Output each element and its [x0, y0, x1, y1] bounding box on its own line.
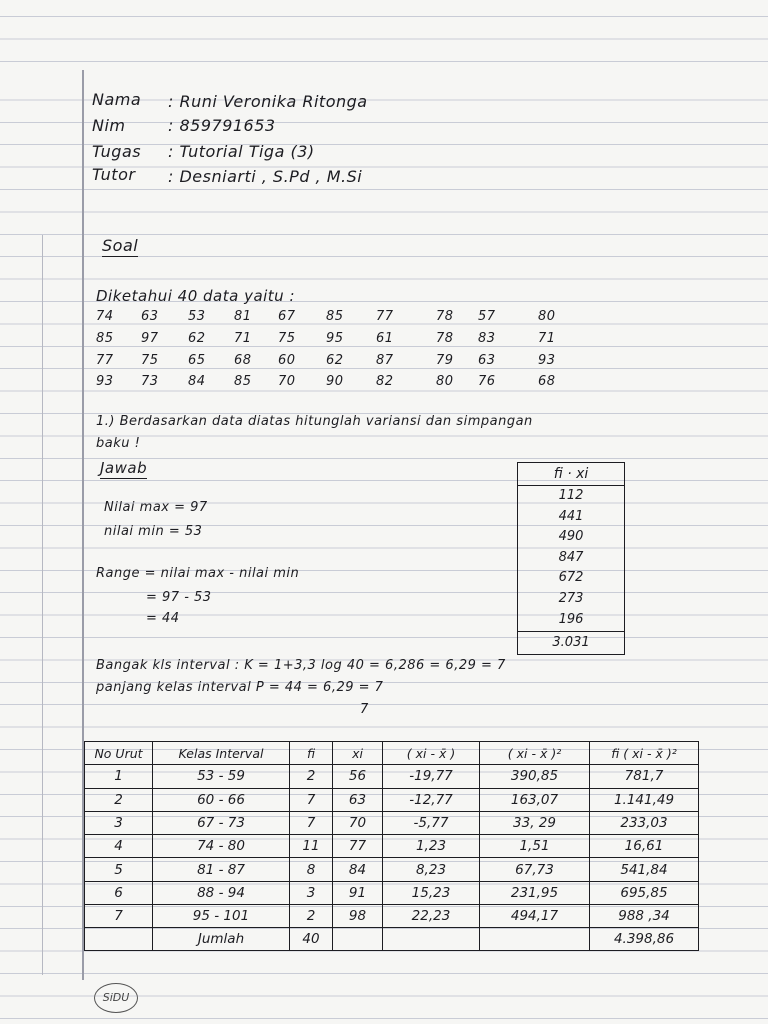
- header-kelas-interval: Kelas Interval: [153, 742, 290, 765]
- nilai-max: Nilai max = 97: [104, 500, 208, 515]
- data-value: 93: [538, 353, 556, 368]
- cell-fi: 11: [290, 835, 333, 858]
- data-value: 78: [436, 331, 454, 346]
- cell-weighted-squared-deviation: 541,84: [590, 858, 699, 881]
- cell-squared-deviation: 33, 29: [480, 811, 590, 834]
- table-sum-row: [85, 928, 699, 951]
- cell-weighted-squared-deviation: 695,85: [590, 881, 699, 904]
- cell-squared-deviation: 163,07: [480, 788, 590, 811]
- cell-no-urut: 5: [85, 858, 153, 881]
- data-value: 84: [188, 374, 206, 389]
- fixi-value: 112: [558, 488, 584, 503]
- cell-kelas-interval: 60 - 66: [153, 788, 290, 811]
- tutor-label: Tutor: [92, 165, 136, 184]
- nama-value: : Runi Veronika Ritonga: [168, 92, 368, 111]
- sum-empty: [333, 928, 383, 951]
- nim-label: Nim: [92, 116, 126, 135]
- data-value: 79: [436, 353, 454, 368]
- cell-deviation: 8,23: [383, 858, 480, 881]
- soal-intro: Diketahui 40 data yaitu :: [96, 287, 296, 305]
- cell-no-urut: 3: [85, 811, 153, 834]
- sum-empty: [383, 928, 480, 951]
- data-value: 67: [278, 309, 296, 324]
- cell-deviation: -5,77: [383, 811, 480, 834]
- fixi-value: 490: [558, 529, 584, 545]
- data-value: 61: [376, 331, 394, 346]
- data-value: 63: [141, 309, 159, 324]
- cell-weighted-squared-deviation: 233,03: [590, 811, 699, 834]
- cell-xi: 70: [333, 811, 383, 834]
- data-value: 77: [376, 309, 394, 324]
- cell-fi: 2: [290, 765, 333, 788]
- data-value: 62: [188, 331, 206, 346]
- header-squared-deviation: ( xi - x̄ )²: [480, 742, 590, 765]
- cell-squared-deviation: 390,85: [480, 765, 590, 788]
- data-value: 53: [188, 309, 206, 324]
- data-value: 73: [141, 374, 159, 389]
- data-value: 85: [326, 309, 344, 324]
- frequency-table: [84, 741, 699, 951]
- data-value: 78: [436, 309, 454, 324]
- cell-xi: 84: [333, 858, 383, 881]
- cell-weighted-squared-deviation: 988 ,34: [590, 905, 699, 928]
- cell-deviation: 22,23: [383, 905, 480, 928]
- cell-xi: 98: [333, 905, 383, 928]
- cell-fi: 7: [290, 811, 333, 834]
- data-value: 95: [326, 331, 344, 346]
- cell-no-urut: 6: [85, 881, 153, 904]
- fixi-total: 3.031: [518, 631, 624, 654]
- fixi-value: 672: [558, 570, 584, 586]
- data-value: 90: [326, 374, 344, 389]
- cell-xi: 56: [333, 765, 383, 788]
- cell-weighted-squared-deviation: 781,7: [590, 765, 699, 788]
- data-value: 60: [278, 353, 296, 368]
- cell-xi: 77: [333, 835, 383, 858]
- cell-squared-deviation: 1,51: [480, 835, 590, 858]
- sum-empty: [85, 928, 153, 951]
- data-value: 76: [478, 374, 496, 389]
- cell-deviation: -19,77: [383, 765, 480, 788]
- table-row: [85, 788, 699, 811]
- sum-fi: 40: [290, 928, 333, 951]
- data-value: 62: [326, 353, 344, 368]
- fixi-value: 196: [558, 611, 584, 627]
- cell-no-urut: 1: [85, 765, 153, 788]
- panjang-kelas: panjang kelas interval P = 44 = 6,29 = 7: [96, 680, 384, 695]
- data-value: 71: [234, 331, 252, 346]
- cell-deviation: 1,23: [383, 835, 480, 858]
- cell-kelas-interval: 74 - 80: [153, 835, 290, 858]
- cell-kelas-interval: 88 - 94: [153, 881, 290, 904]
- data-value: 97: [141, 331, 159, 346]
- table-row: [85, 858, 699, 881]
- sum-total: 4.398,86: [590, 928, 699, 951]
- cell-squared-deviation: 231,95: [480, 881, 590, 904]
- cell-weighted-squared-deviation: 16,61: [590, 835, 699, 858]
- table-row: [85, 905, 699, 928]
- header-deviation: ( xi - x̄ ): [383, 742, 480, 765]
- data-value: 68: [538, 374, 556, 389]
- cell-kelas-interval: 81 - 87: [153, 858, 290, 881]
- cell-xi: 63: [333, 788, 383, 811]
- cell-fi: 8: [290, 858, 333, 881]
- table-row: [85, 811, 699, 834]
- cell-fi: 7: [290, 788, 333, 811]
- data-value: 65: [188, 353, 206, 368]
- data-value: 81: [234, 309, 252, 324]
- cell-deviation: -12,77: [383, 788, 480, 811]
- nim-value: : 859791653: [168, 116, 276, 135]
- cell-weighted-squared-deviation: 1.141,49: [590, 788, 699, 811]
- tutor-value: : Desniarti , S.Pd , M.Si: [168, 167, 363, 186]
- cell-kelas-interval: 53 - 59: [153, 765, 290, 788]
- banyak-kelas: Bangak kls interval : K = 1+3,3 log 40 = 6,286 = 6,29 = 7: [96, 658, 506, 673]
- header-no-urut: No Urut: [85, 742, 153, 765]
- data-value: 70: [278, 374, 296, 389]
- data-value: 85: [96, 331, 114, 346]
- cell-squared-deviation: 67,73: [480, 858, 590, 881]
- header-fi: fi: [290, 742, 333, 765]
- tugas-label: Tugas: [92, 142, 142, 161]
- jawab-title: Jawab: [100, 459, 148, 477]
- header-weighted-squared-deviation: fi ( xi - x̄ )²: [590, 742, 699, 765]
- data-value: 80: [436, 374, 454, 389]
- data-value: 63: [478, 353, 496, 368]
- cell-fi: 3: [290, 881, 333, 904]
- nama-label: Nama: [92, 90, 142, 109]
- cell-no-urut: 2: [85, 788, 153, 811]
- fixi-value: 273: [558, 590, 584, 606]
- data-value: 75: [278, 331, 296, 346]
- table-row: [85, 765, 699, 788]
- range-formula: Range = nilai max - nilai min: [96, 566, 300, 581]
- table-header-row: [85, 742, 699, 765]
- data-value: 87: [376, 353, 394, 368]
- tugas-value: : Tutorial Tiga (3): [168, 142, 315, 161]
- data-value: 93: [96, 374, 114, 389]
- panjang-denominator: 7: [360, 702, 369, 717]
- fixi-value: 441: [558, 508, 584, 524]
- cell-kelas-interval: 67 - 73: [153, 811, 290, 834]
- data-value: 74: [96, 309, 114, 324]
- data-value: 77: [96, 353, 114, 368]
- fixi-header: fi · xi: [518, 463, 624, 486]
- header-xi: xi: [333, 742, 383, 765]
- data-value: 85: [234, 374, 252, 389]
- sum-empty: [480, 928, 590, 951]
- range-result: = 44: [146, 611, 180, 626]
- data-value: 82: [376, 374, 394, 389]
- range-step: = 97 - 53: [146, 590, 212, 605]
- cell-squared-deviation: 494,17: [480, 905, 590, 928]
- data-value: 75: [141, 353, 159, 368]
- question-line-1: 1.) Berdasarkan data diatas hitunglah variansi dan simpangan: [96, 414, 533, 429]
- nilai-min: nilai min = 53: [104, 524, 203, 539]
- table-row: [85, 881, 699, 904]
- question-line-2: baku !: [96, 436, 141, 451]
- data-value: 68: [234, 353, 252, 368]
- binding-line: [42, 235, 43, 975]
- table-row: [85, 835, 699, 858]
- data-value: 71: [538, 331, 556, 346]
- cell-no-urut: 7: [85, 905, 153, 928]
- data-value: 57: [478, 309, 496, 324]
- cell-no-urut: 4: [85, 835, 153, 858]
- cell-fi: 2: [290, 905, 333, 928]
- fixi-table: [517, 462, 625, 655]
- sidu-logo: SiDU: [94, 983, 138, 1013]
- data-value: 80: [538, 309, 556, 324]
- fixi-value: 847: [558, 549, 584, 565]
- soal-title: Soal: [102, 236, 139, 255]
- cell-kelas-interval: 95 - 101: [153, 905, 290, 928]
- data-value: 83: [478, 331, 496, 346]
- cell-deviation: 15,23: [383, 881, 480, 904]
- cell-xi: 91: [333, 881, 383, 904]
- sum-label: Jumlah: [153, 928, 290, 951]
